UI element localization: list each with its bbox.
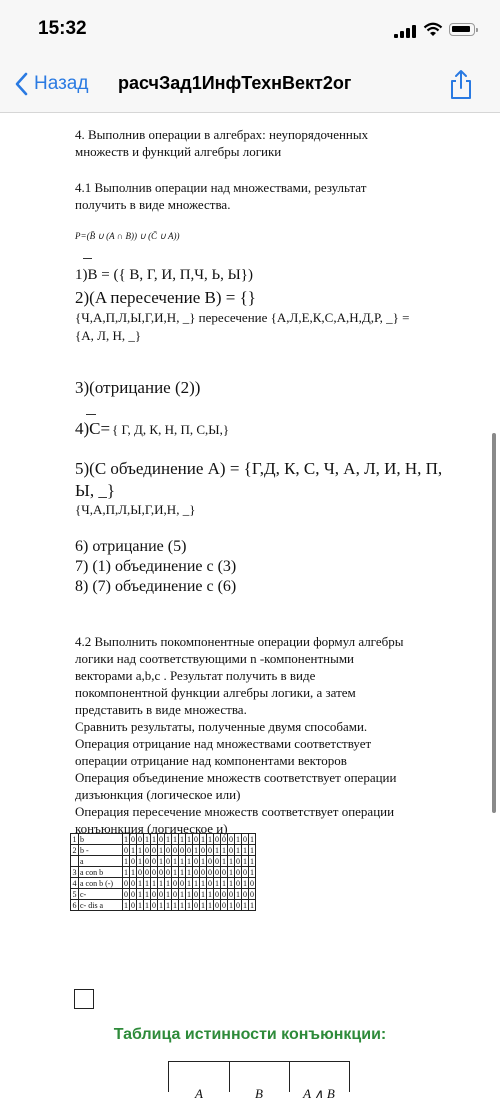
row-number: 3 bbox=[72, 867, 77, 877]
table-cell: 1 bbox=[187, 900, 191, 910]
table-cell: 1 bbox=[250, 867, 254, 877]
table-cell: 1 bbox=[124, 834, 128, 844]
task42-line: операции отрицание над компонентами векторов bbox=[75, 753, 347, 768]
task41-line2: получить в виде множества. bbox=[75, 197, 231, 212]
table-cell: 1 bbox=[229, 900, 233, 910]
table-cell: 1 bbox=[166, 878, 170, 888]
task42-line: логики над соответствующими n -компонентными bbox=[75, 651, 355, 666]
table-cell: 1 bbox=[250, 900, 254, 910]
row-number: 6 bbox=[72, 900, 77, 910]
table-cell: 0 bbox=[124, 845, 128, 855]
table-cell: 1 bbox=[229, 878, 233, 888]
table-cell: 1 bbox=[138, 856, 142, 866]
conjunction-header: B bbox=[255, 1086, 263, 1101]
cellular-signal-icon bbox=[394, 24, 416, 38]
row-number bbox=[71, 856, 79, 867]
back-button[interactable] bbox=[14, 70, 88, 98]
table-cell: 1 bbox=[208, 834, 212, 844]
step2-detail-2: {А, Л, Н, _} bbox=[75, 328, 142, 343]
table-cell: 1 bbox=[187, 834, 191, 844]
task42-line: Операция пересечение множеств соответствует операции bbox=[75, 804, 395, 819]
step6-line: 6) отрицание (5) bbox=[75, 538, 187, 555]
table-cell: 1 bbox=[236, 889, 240, 899]
table-cell: 1 bbox=[131, 845, 135, 855]
table-cell: 1 bbox=[215, 878, 219, 888]
table-cell: 0 bbox=[215, 889, 219, 899]
table-cell: 1 bbox=[159, 878, 163, 888]
table-cell: 0 bbox=[194, 834, 198, 844]
table-cell: 1 bbox=[145, 900, 149, 910]
table-cell: 0 bbox=[173, 845, 177, 855]
table-cell: 0 bbox=[236, 900, 240, 910]
table-cell: 1 bbox=[152, 834, 156, 844]
table-cell: 1 bbox=[187, 856, 191, 866]
battery-icon bbox=[449, 23, 475, 36]
table-cell: 0 bbox=[166, 867, 170, 877]
table-cell: 0 bbox=[138, 867, 142, 877]
step2-line: 2)(A пересечение B) = {} bbox=[75, 288, 256, 307]
conjunction-caption: Таблица истинности конъюнкции: bbox=[113, 1026, 387, 1043]
task42-line: 4.2 Выполнить покомпонентные операции формул алгебры bbox=[75, 634, 404, 649]
task4-line2: множеств и функций алгебры логики bbox=[75, 144, 282, 159]
table-cell: 1 bbox=[180, 834, 184, 844]
table-cell: 1 bbox=[152, 878, 156, 888]
table-cell: 1 bbox=[215, 845, 219, 855]
table-cell: 0 bbox=[236, 878, 240, 888]
table-cell: 1 bbox=[201, 856, 205, 866]
row-number: 2 bbox=[72, 845, 77, 855]
table-cell: 0 bbox=[222, 867, 226, 877]
table-cell: 0 bbox=[152, 900, 156, 910]
table-cell: 0 bbox=[243, 889, 247, 899]
row-label: c- dis a bbox=[79, 900, 123, 911]
table-cell: 1 bbox=[222, 845, 226, 855]
table-row bbox=[71, 878, 256, 889]
table-cell: 0 bbox=[215, 856, 219, 866]
task42-line: Операция объединение множеств соответствует операции bbox=[75, 770, 397, 785]
task42-line: представить в виде множества. bbox=[75, 702, 247, 717]
document-page[interactable] bbox=[0, 113, 500, 1101]
task41-line1: 4.1 Выполнив операции над множествами, результат bbox=[75, 180, 367, 195]
table-cell: 0 bbox=[208, 878, 212, 888]
table-cell: 1 bbox=[138, 878, 142, 888]
table-cell: 0 bbox=[222, 900, 226, 910]
status-time: 15:32 bbox=[38, 18, 87, 39]
table-cell: 1 bbox=[187, 867, 191, 877]
row-number: 5 bbox=[72, 889, 77, 899]
row-number: 4 bbox=[72, 878, 77, 888]
table-cell: 1 bbox=[124, 867, 128, 877]
row-label: a bbox=[79, 856, 123, 867]
table-cell: 0 bbox=[180, 878, 184, 888]
table-cell: 1 bbox=[138, 900, 142, 910]
wifi-icon bbox=[423, 21, 443, 37]
table-cell: 1 bbox=[180, 856, 184, 866]
table-cell: 0 bbox=[194, 889, 198, 899]
task42-line: покомпонентной функции алгебры логики, а затем bbox=[75, 685, 356, 700]
back-label: Назад bbox=[34, 73, 89, 94]
table-cell: 1 bbox=[250, 856, 254, 866]
table-cell: 1 bbox=[138, 889, 142, 899]
table-cell: 0 bbox=[187, 845, 191, 855]
table-cell: 1 bbox=[180, 900, 184, 910]
table-cell: 1 bbox=[243, 845, 247, 855]
step1-line: 1)B = ({ В, Г, И, П,Ч, Ь, Ы}) bbox=[75, 267, 253, 283]
table-cell: 0 bbox=[215, 834, 219, 844]
overline-b bbox=[83, 258, 92, 259]
table-cell: 1 bbox=[194, 878, 198, 888]
table-cell: 0 bbox=[194, 856, 198, 866]
table-cell: 1 bbox=[229, 867, 233, 877]
table-cell: 1 bbox=[138, 845, 142, 855]
table-row bbox=[71, 845, 256, 856]
table-cell: 1 bbox=[194, 845, 198, 855]
table-cell: 0 bbox=[243, 867, 247, 877]
table-cell: 1 bbox=[159, 900, 163, 910]
row-label: c- bbox=[79, 889, 123, 900]
row-label: b bbox=[79, 834, 123, 845]
table-cell: 1 bbox=[131, 867, 135, 877]
table-cell: 1 bbox=[180, 867, 184, 877]
table-row bbox=[71, 889, 256, 900]
table-cell: 0 bbox=[194, 867, 198, 877]
step5-line1: 5)(C объединение A) = {Г,Д, К, С, Ч, А, Л, И, Н, П, bbox=[75, 459, 443, 478]
table-cell: 0 bbox=[229, 834, 233, 844]
table-cell: 1 bbox=[243, 878, 247, 888]
table-cell: 1 bbox=[173, 900, 177, 910]
step4-label: 4)C= bbox=[75, 419, 111, 438]
table-cell: 1 bbox=[145, 834, 149, 844]
table-row bbox=[71, 856, 256, 867]
table-cell: 0 bbox=[180, 845, 184, 855]
table-cell: 0 bbox=[145, 845, 149, 855]
table-cell: 1 bbox=[173, 834, 177, 844]
table-cell: 0 bbox=[215, 867, 219, 877]
table-cell: 1 bbox=[201, 889, 205, 899]
table-row bbox=[71, 834, 256, 845]
row-number: 1 bbox=[72, 834, 77, 844]
table-cell: 1 bbox=[124, 900, 128, 910]
table-cell: 1 bbox=[145, 878, 149, 888]
table-cell: 1 bbox=[250, 834, 254, 844]
table-cell: 0 bbox=[229, 889, 233, 899]
status-bar bbox=[0, 0, 500, 58]
table-cell: 1 bbox=[201, 834, 205, 844]
table-cell: 0 bbox=[166, 845, 170, 855]
overline-c bbox=[86, 414, 96, 415]
task42-line: векторами a,b,c . Результат получить в виде bbox=[75, 668, 316, 683]
truth-table bbox=[70, 833, 256, 911]
table-cell: 1 bbox=[243, 856, 247, 866]
table-cell: 0 bbox=[208, 845, 212, 855]
row-label: a con b bbox=[79, 867, 123, 878]
table-cell: 1 bbox=[145, 889, 149, 899]
share-icon[interactable] bbox=[448, 68, 474, 100]
table-cell: 0 bbox=[243, 834, 247, 844]
table-cell: 0 bbox=[124, 878, 128, 888]
document-title: расчЗад1ИнфТехнВект2ог bbox=[118, 73, 352, 93]
table-cell: 1 bbox=[222, 878, 226, 888]
table-cell: 1 bbox=[250, 845, 254, 855]
table-cell: 1 bbox=[166, 900, 170, 910]
table-cell: 1 bbox=[166, 834, 170, 844]
chevron-left-icon bbox=[14, 72, 28, 96]
table-cell: 0 bbox=[222, 834, 226, 844]
table-cell: 0 bbox=[131, 834, 135, 844]
table-cell: 0 bbox=[229, 845, 233, 855]
table-cell: 1 bbox=[187, 889, 191, 899]
step8-line: 8) (7) объединение с (6) bbox=[75, 578, 237, 595]
table-cell: 0 bbox=[236, 867, 240, 877]
table-row bbox=[71, 867, 256, 878]
row-label: b - bbox=[79, 845, 123, 856]
table-cell: 0 bbox=[201, 867, 205, 877]
table-cell: 0 bbox=[159, 889, 163, 899]
table-cell: 0 bbox=[173, 878, 177, 888]
table-cell: 1 bbox=[243, 900, 247, 910]
table-cell: 0 bbox=[159, 834, 163, 844]
table-cell: 1 bbox=[187, 878, 191, 888]
table-cell: 0 bbox=[250, 878, 254, 888]
table-cell: 0 bbox=[138, 834, 142, 844]
step5-detail: {Ч,А,П,Л,Ы,Г,И,Н, _} bbox=[75, 502, 196, 517]
table-cell: 0 bbox=[236, 856, 240, 866]
table-cell: 1 bbox=[159, 856, 163, 866]
task42-line: Сравнить результаты, полученные двумя способами. bbox=[75, 719, 368, 734]
task42-line: конъюнкция (логическое и) bbox=[75, 821, 228, 836]
table-cell: 1 bbox=[208, 889, 212, 899]
table-cell: 0 bbox=[152, 856, 156, 866]
table-cell: 0 bbox=[145, 867, 149, 877]
table-cell: 0 bbox=[159, 867, 163, 877]
task42-line: Операция отрицание над множествами соответствует bbox=[75, 736, 372, 751]
table-cell: 0 bbox=[201, 845, 205, 855]
table-cell: 0 bbox=[173, 889, 177, 899]
step4-set: { Г, Д, К, Н, П, С,Ы,} bbox=[112, 422, 230, 437]
table-cell: 0 bbox=[222, 889, 226, 899]
navigation-bar bbox=[0, 58, 500, 113]
table-cell: 0 bbox=[124, 889, 128, 899]
conjunction-header: A bbox=[195, 1086, 203, 1101]
table-cell: 1 bbox=[159, 845, 163, 855]
table-cell: 1 bbox=[236, 845, 240, 855]
table-cell: 0 bbox=[145, 856, 149, 866]
table-cell: 1 bbox=[201, 878, 205, 888]
table-cell: 1 bbox=[166, 889, 170, 899]
table-cell: 0 bbox=[250, 889, 254, 899]
table-cell: 0 bbox=[131, 878, 135, 888]
table-cell: 0 bbox=[208, 856, 212, 866]
step7-line: 7) (1) объединение с (3) bbox=[75, 558, 237, 575]
table-row bbox=[71, 900, 256, 911]
table-cell: 0 bbox=[215, 900, 219, 910]
task4-line1: 4. Выполнив операции в алгебрах: неупорядоченных bbox=[75, 127, 369, 142]
task42-line: дизъюнкция (логическое или) bbox=[75, 787, 241, 802]
table-cell: 0 bbox=[208, 867, 212, 877]
step5-line2: Ы, _} bbox=[75, 481, 115, 500]
table-cell: 1 bbox=[208, 900, 212, 910]
conjunction-header: A ∧ B bbox=[303, 1086, 335, 1101]
table-cell: 1 bbox=[173, 856, 177, 866]
table-cell: 0 bbox=[166, 856, 170, 866]
table-cell: 0 bbox=[152, 867, 156, 877]
conjunction-table bbox=[168, 1061, 350, 1101]
empty-cell bbox=[74, 989, 94, 1009]
table-cell: 1 bbox=[173, 867, 177, 877]
table-cell: 1 bbox=[222, 856, 226, 866]
table-cell: 0 bbox=[194, 900, 198, 910]
scrollbar[interactable] bbox=[492, 433, 496, 813]
step2-detail-1: {Ч,А,П,Л,Ы,Г,И,Н, _} пересечение {А,Л,Е,К,С,А,Н,Д,Р, _} = bbox=[75, 310, 410, 325]
table-cell: 1 bbox=[180, 889, 184, 899]
table-cell: 1 bbox=[229, 856, 233, 866]
table-cell: 0 bbox=[152, 889, 156, 899]
table-cell: 1 bbox=[124, 856, 128, 866]
table-cell: 0 bbox=[131, 856, 135, 866]
table-cell: 1 bbox=[201, 900, 205, 910]
table-cell: 1 bbox=[236, 834, 240, 844]
row-label: a con b (-) bbox=[79, 878, 123, 889]
table-cell: 0 bbox=[131, 900, 135, 910]
step3-line: 3)(отрицание (2)) bbox=[75, 378, 201, 397]
table-cell: 0 bbox=[131, 889, 135, 899]
set-formula: P=(B̄ ∪ (A ∩ B)) ∪ (C̄ ∪ A)) bbox=[75, 231, 180, 241]
table-cell: 0 bbox=[152, 845, 156, 855]
